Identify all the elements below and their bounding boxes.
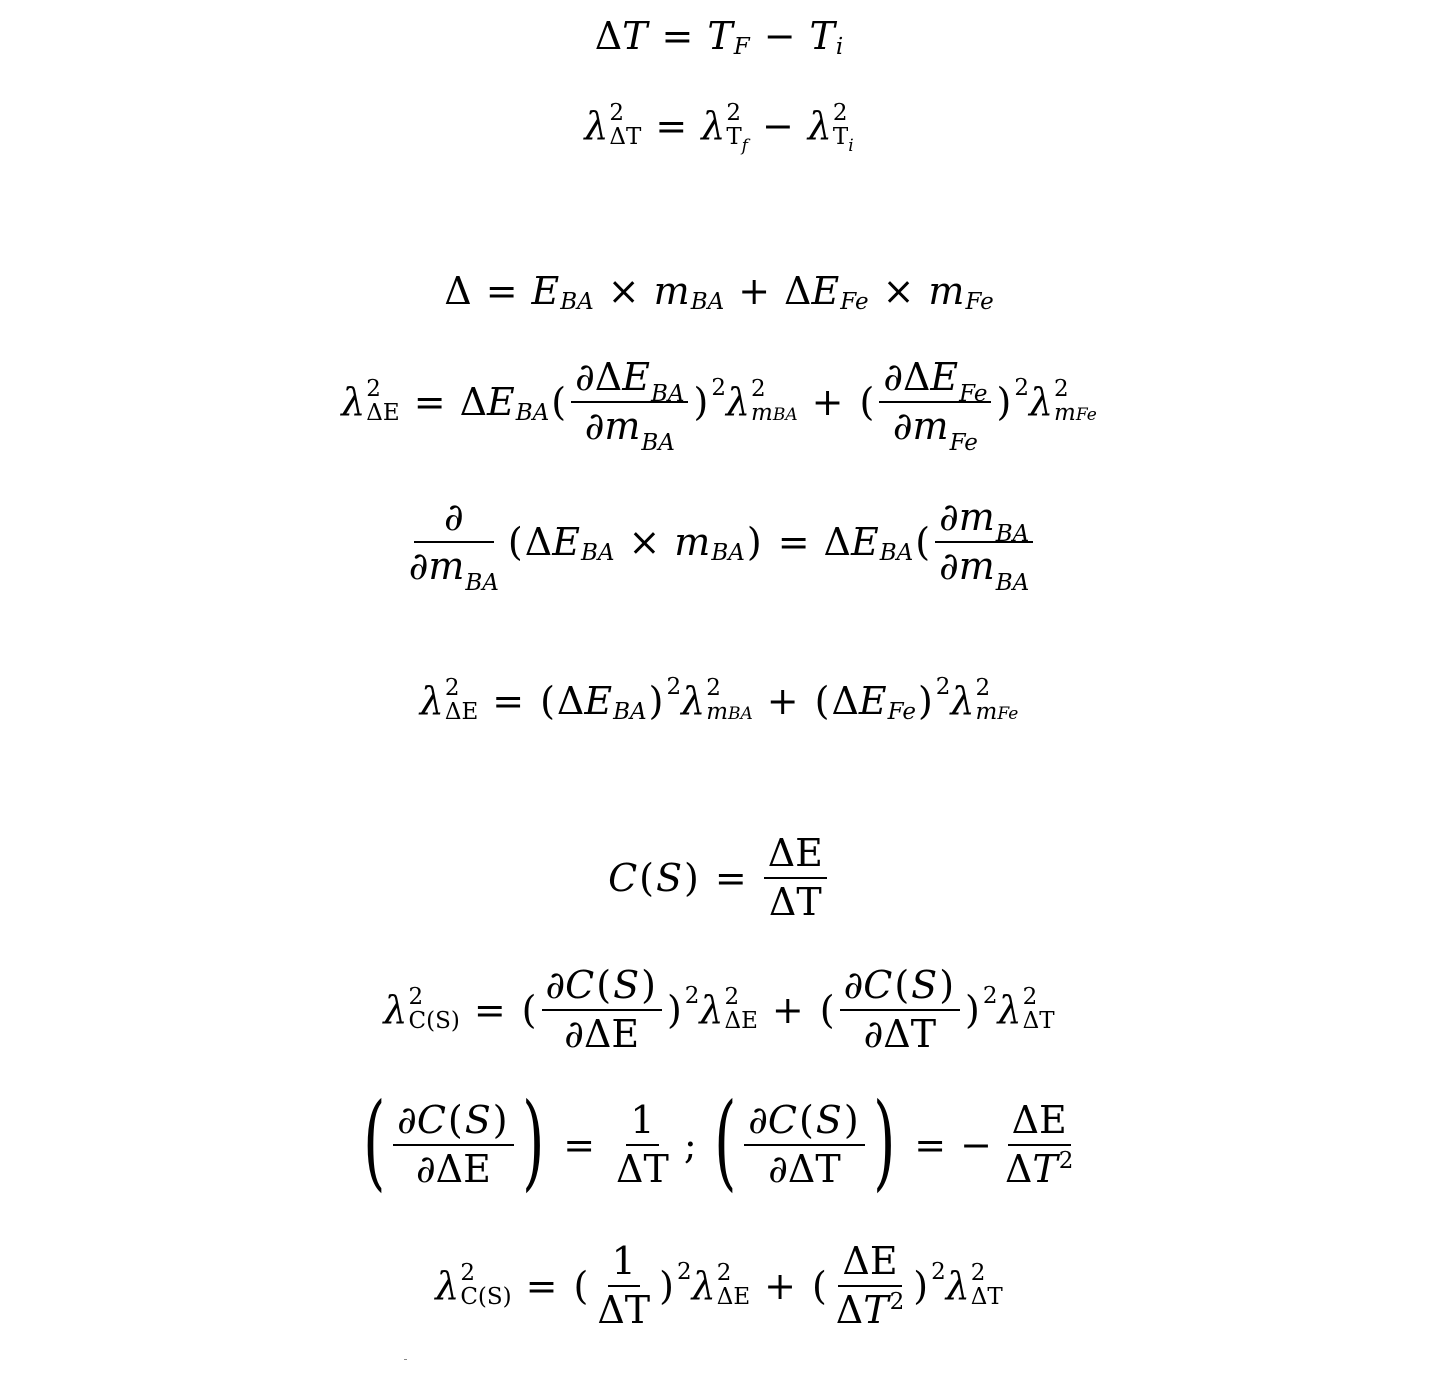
equation-lambda-cs-partials: λ 2 C(S) = ( $\frac{\partial C(S)}{\partial\Delta E}$ ) 2 λ 2 ΔE + ( $\frac{\partial C(S)}{\partial\Delta T}$ ) 2 λ 2 ΔT [383, 962, 1055, 1056]
equation-lambda-cs-final: λ 2 C(S) = ( $\frac{1}{\Delta T}$ ) 2 λ 2 ΔE + ( $\frac{\Delta E}{\Delta T^2}$ ) 2 λ 2 ΔT [435, 1238, 1003, 1332]
equation-partial-derivative: $\frac{\partial}{\partial m_{BA}}$ ( Δ E BA × m BA ) = Δ E BA ( $\frac{\partial m_{BA}}{\partial m_{BA}}$ [0, 492, 1438, 592]
fraction-partial: $\frac{\partial\Delta E_{Fe}}{\partial m_{Fe}}$ [879, 358, 991, 447]
fraction-one-over-delta-t: $\frac{1}{\Delta T}$ [597, 1238, 651, 1332]
plus-sign: + [738, 269, 771, 313]
fraction-delta-e-over-delta-t-squared: $\frac{\Delta E}{\Delta T^2}$ [1004, 1097, 1074, 1191]
equation-heat-capacity: C ( S ) = $\frac{\Delta E}{\Delta T}$ [0, 828, 1438, 928]
var-m: m [653, 269, 690, 313]
var-e: E [531, 269, 560, 313]
fraction-partial: $\frac{\partial C(S)}{\partial\Delta E}$ [542, 966, 662, 1055]
sup-sub-pair: 2 ΔT [609, 100, 642, 150]
equation-lambda-delta-t [0, 76, 1438, 176]
fraction-partial: $\frac{\partial\Delta E_{BA}}{\partial m_{BA}}$ [571, 358, 688, 447]
fraction-delta-e-over-delta-t: $\frac{\Delta E}{\Delta T}$ [764, 834, 827, 923]
var-t: T [622, 14, 648, 58]
equation-lambda-delta-e: λ 2 ΔE = ( Δ E BA ) 2 λ 2 mBA + ( Δ E Fe ) 2 λ 2 mFe [419, 673, 1019, 725]
delta-symbol: Δ [444, 269, 472, 313]
fraction-one-over-delta-t: $\frac{1}{\Delta T}$ [616, 1097, 669, 1191]
fraction-partial: $\frac{\partial C(S)}{\partial\Delta E}$ [393, 1101, 513, 1190]
subscript-i: i [835, 33, 844, 60]
equation-delta-energy: Δ = E BA × m BA + Δ E Fe × m Fe [444, 269, 994, 315]
fraction-delta-e-over-delta-t-squared: $\frac{\Delta E}{\Delta T^2}$ [835, 1238, 905, 1332]
lambda-symbol: λ [701, 104, 726, 148]
equation-lambda-delta-e-partials: λ 2 ΔE = Δ E BA ( $\frac{\partial\Delta E_{BA}}{\partial m_{BA}}$ ) 2 λ 2 mBA + ( $\frac{\partial\Delta E_{Fe}}{\partial m_{Fe}}$ ) 2 λ 2 mFe [341, 354, 1097, 456]
sup-sub-pair: 2 $T_f$ [726, 100, 748, 156]
times-sign: × [882, 269, 915, 313]
equation-delta-t [0, 0, 1438, 86]
times-sign: × [607, 269, 640, 313]
minus-sign: − [763, 14, 796, 58]
lambda-symbol: λ [584, 104, 609, 148]
var-m: m [928, 269, 965, 313]
fraction-partial: $\frac{\partial m_{BA}}{\partial m_{BA}}$ [935, 498, 1033, 587]
var-t-initial: T [809, 14, 835, 58]
delta-symbol: Δ [594, 14, 623, 58]
sup-sub-pair: 2 $T_i$ [832, 100, 854, 156]
lambda-symbol: λ [807, 104, 832, 148]
var-e: E [811, 269, 840, 313]
fraction-partial: $\frac{\partial C(S)}{\partial\Delta T}$ [840, 966, 960, 1055]
equals-sign: = [485, 269, 518, 313]
stray-mark [404, 1359, 407, 1360]
equals-sign: = [655, 104, 688, 148]
equals-sign: = [661, 14, 694, 58]
fraction-partial-operator: $\frac{\partial}{\partial m_{BA}}$ [408, 494, 499, 596]
equation-partial-results: ( $\frac{\partial C(S)}{\partial\Delta E}$ ) = $\frac{1}{\Delta T}$ ; ( $\frac{\partial C(S)}{\partial\Delta T}$ ) = − $\frac{\Delta E}{\Delta T^2}$ [0, 1095, 1438, 1195]
fraction-partial: $\frac{\partial C(S)}{\partial\Delta T}$ [744, 1101, 864, 1190]
subscript-f: F [733, 33, 750, 60]
var-t-final: T [707, 14, 733, 58]
minus-sign: − [761, 104, 794, 148]
